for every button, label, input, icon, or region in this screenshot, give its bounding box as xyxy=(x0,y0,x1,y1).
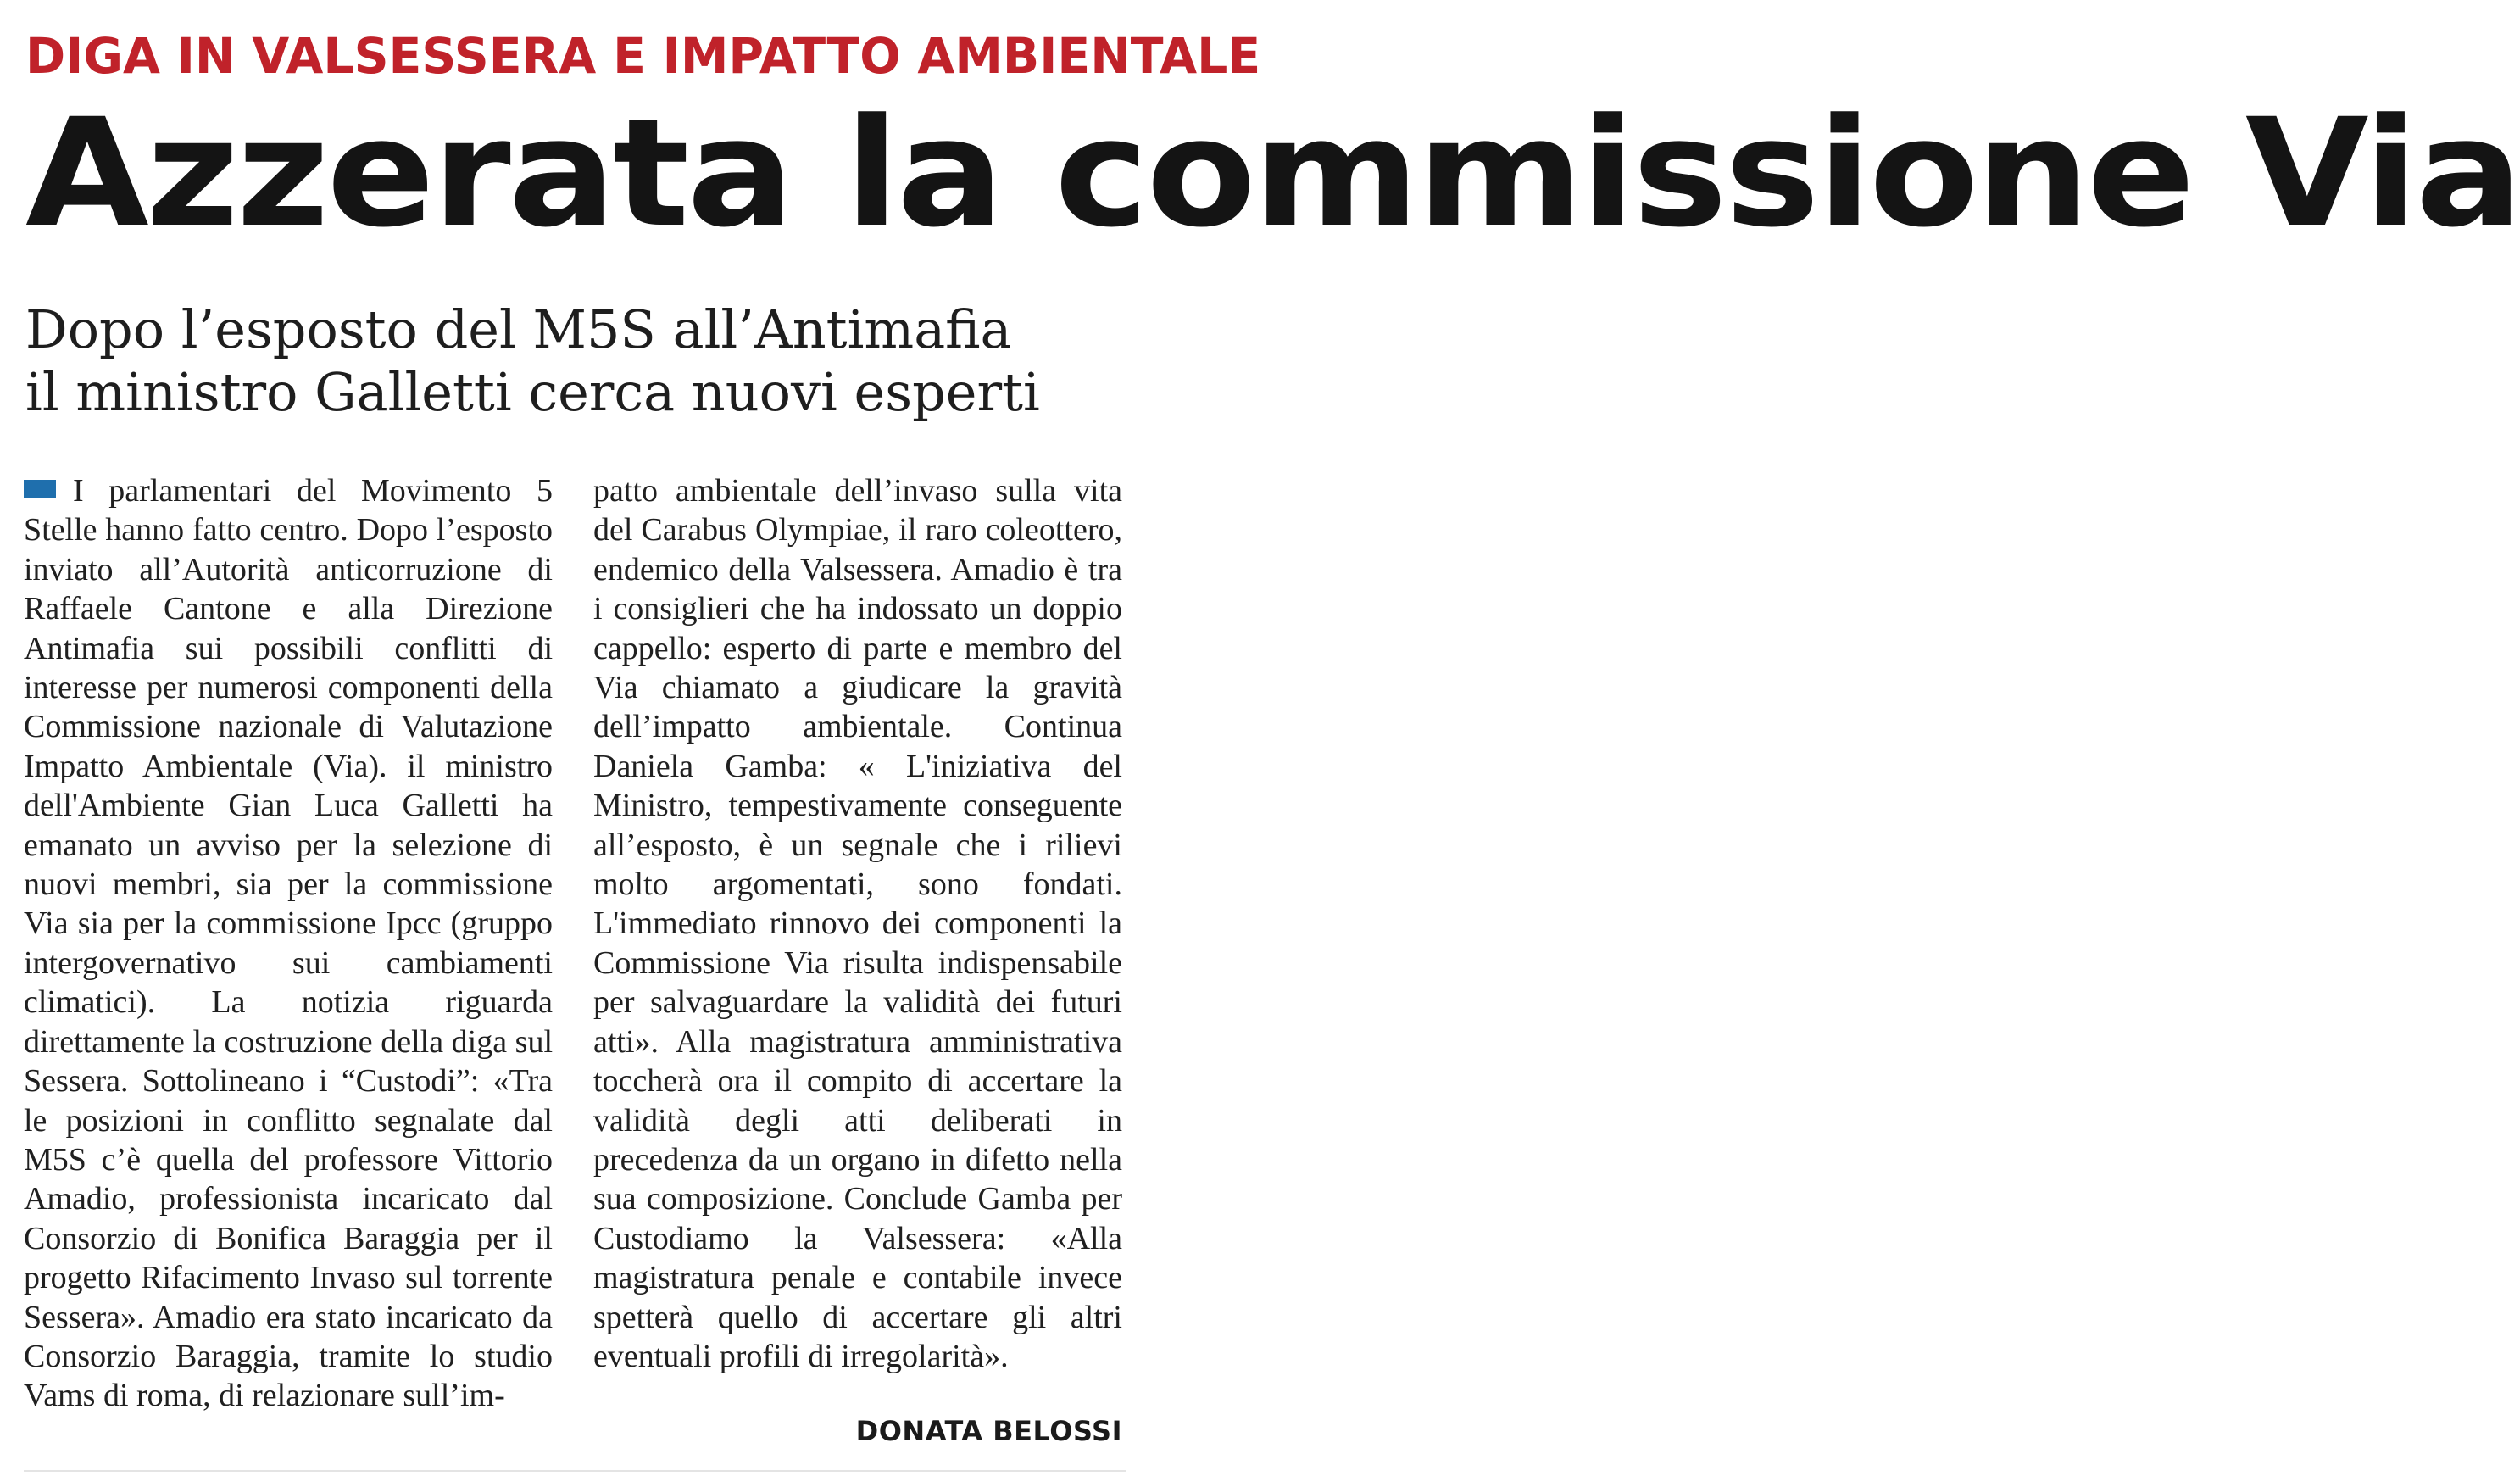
article-body-column-1 xyxy=(24,471,553,1416)
article-headline: Azzerata la commissione Via xyxy=(25,86,2520,260)
article-kicker: DIGA IN VALSESSERA E IMPATTO AMBIENTALE xyxy=(25,27,1261,85)
article-body-column-2 xyxy=(593,471,1122,1376)
paragraph-bullet-icon xyxy=(24,480,56,498)
article-byline: DONATA BELOSSI xyxy=(855,1415,1122,1447)
article-subhead xyxy=(25,298,1178,424)
bottom-divider xyxy=(24,1470,1126,1472)
column-2-text: patto ambientale dell’invaso sulla vita del Carabus Olympiae, il raro coleottero, endemico della Valsessera. Amadio è tra i consiglieri che ha indossato un doppio cappello: esperto di parte e membro del Via chiamato a giudicare la gravità dell’impatto ambientale. Continua Daniela Gamba: « L'iniziativa del Ministro, tempestivamente conseguente all’esposto, è un segnale che i rilievi molto argomentati, sono fondati. L'immediato rinnovo dei componenti la Commissione Via risulta indispensabile per salvaguardare la validità dei futuri atti». Alla magistratura amministrativa toccherà ora il compito di accertare la validità degli atti deliberati in precedenza da un organo in difetto nella sua composizione. Conclude Gamba per Custodiamo la Valsessera: «Alla magistratura penale e contabile invece spetterà quello di accertare gli altri eventuali profili di irregolarità». xyxy=(593,473,1122,1374)
subhead-line-2: il ministro Galletti cerca nuovi esperti xyxy=(25,361,1040,423)
subhead-line-1: Dopo l’esposto del M5S all’Antimafia xyxy=(25,298,1012,360)
column-1-text: I parlamentari del Movimento 5 Stelle hanno fatto centro. Dopo l’esposto inviato all’Autorità anticorruzione di Raffaele Cantone e alla Direzione Antimafia sui possibili conflitti di interesse per numerosi componenti della Commissione nazionale di Valutazione Impatto Ambientale (Via). il ministro dell'Ambiente Gian Luca Galletti ha emanato un avviso per la selezione di nuovi membri, sia per la commissione Via sia per la commissione Ipcc (gruppo intergovernativo sui cambiamenti climatici). La notizia riguarda direttamente la costruzione della diga sul Sessera. Sottolineano i “Custodi”: «Tra le posizioni in conflitto segnalate dal M5S c’è quella del professore Vittorio Amadio, professionista incaricato dal Consorzio di Bonifica Baraggia per il progetto Rifacimento Invaso sul torrente Sessera». Amadio era stato incaricato da Consorzio Baraggia, tramite lo studio Vams di roma, di relazionare sull’im- xyxy=(24,473,553,1414)
